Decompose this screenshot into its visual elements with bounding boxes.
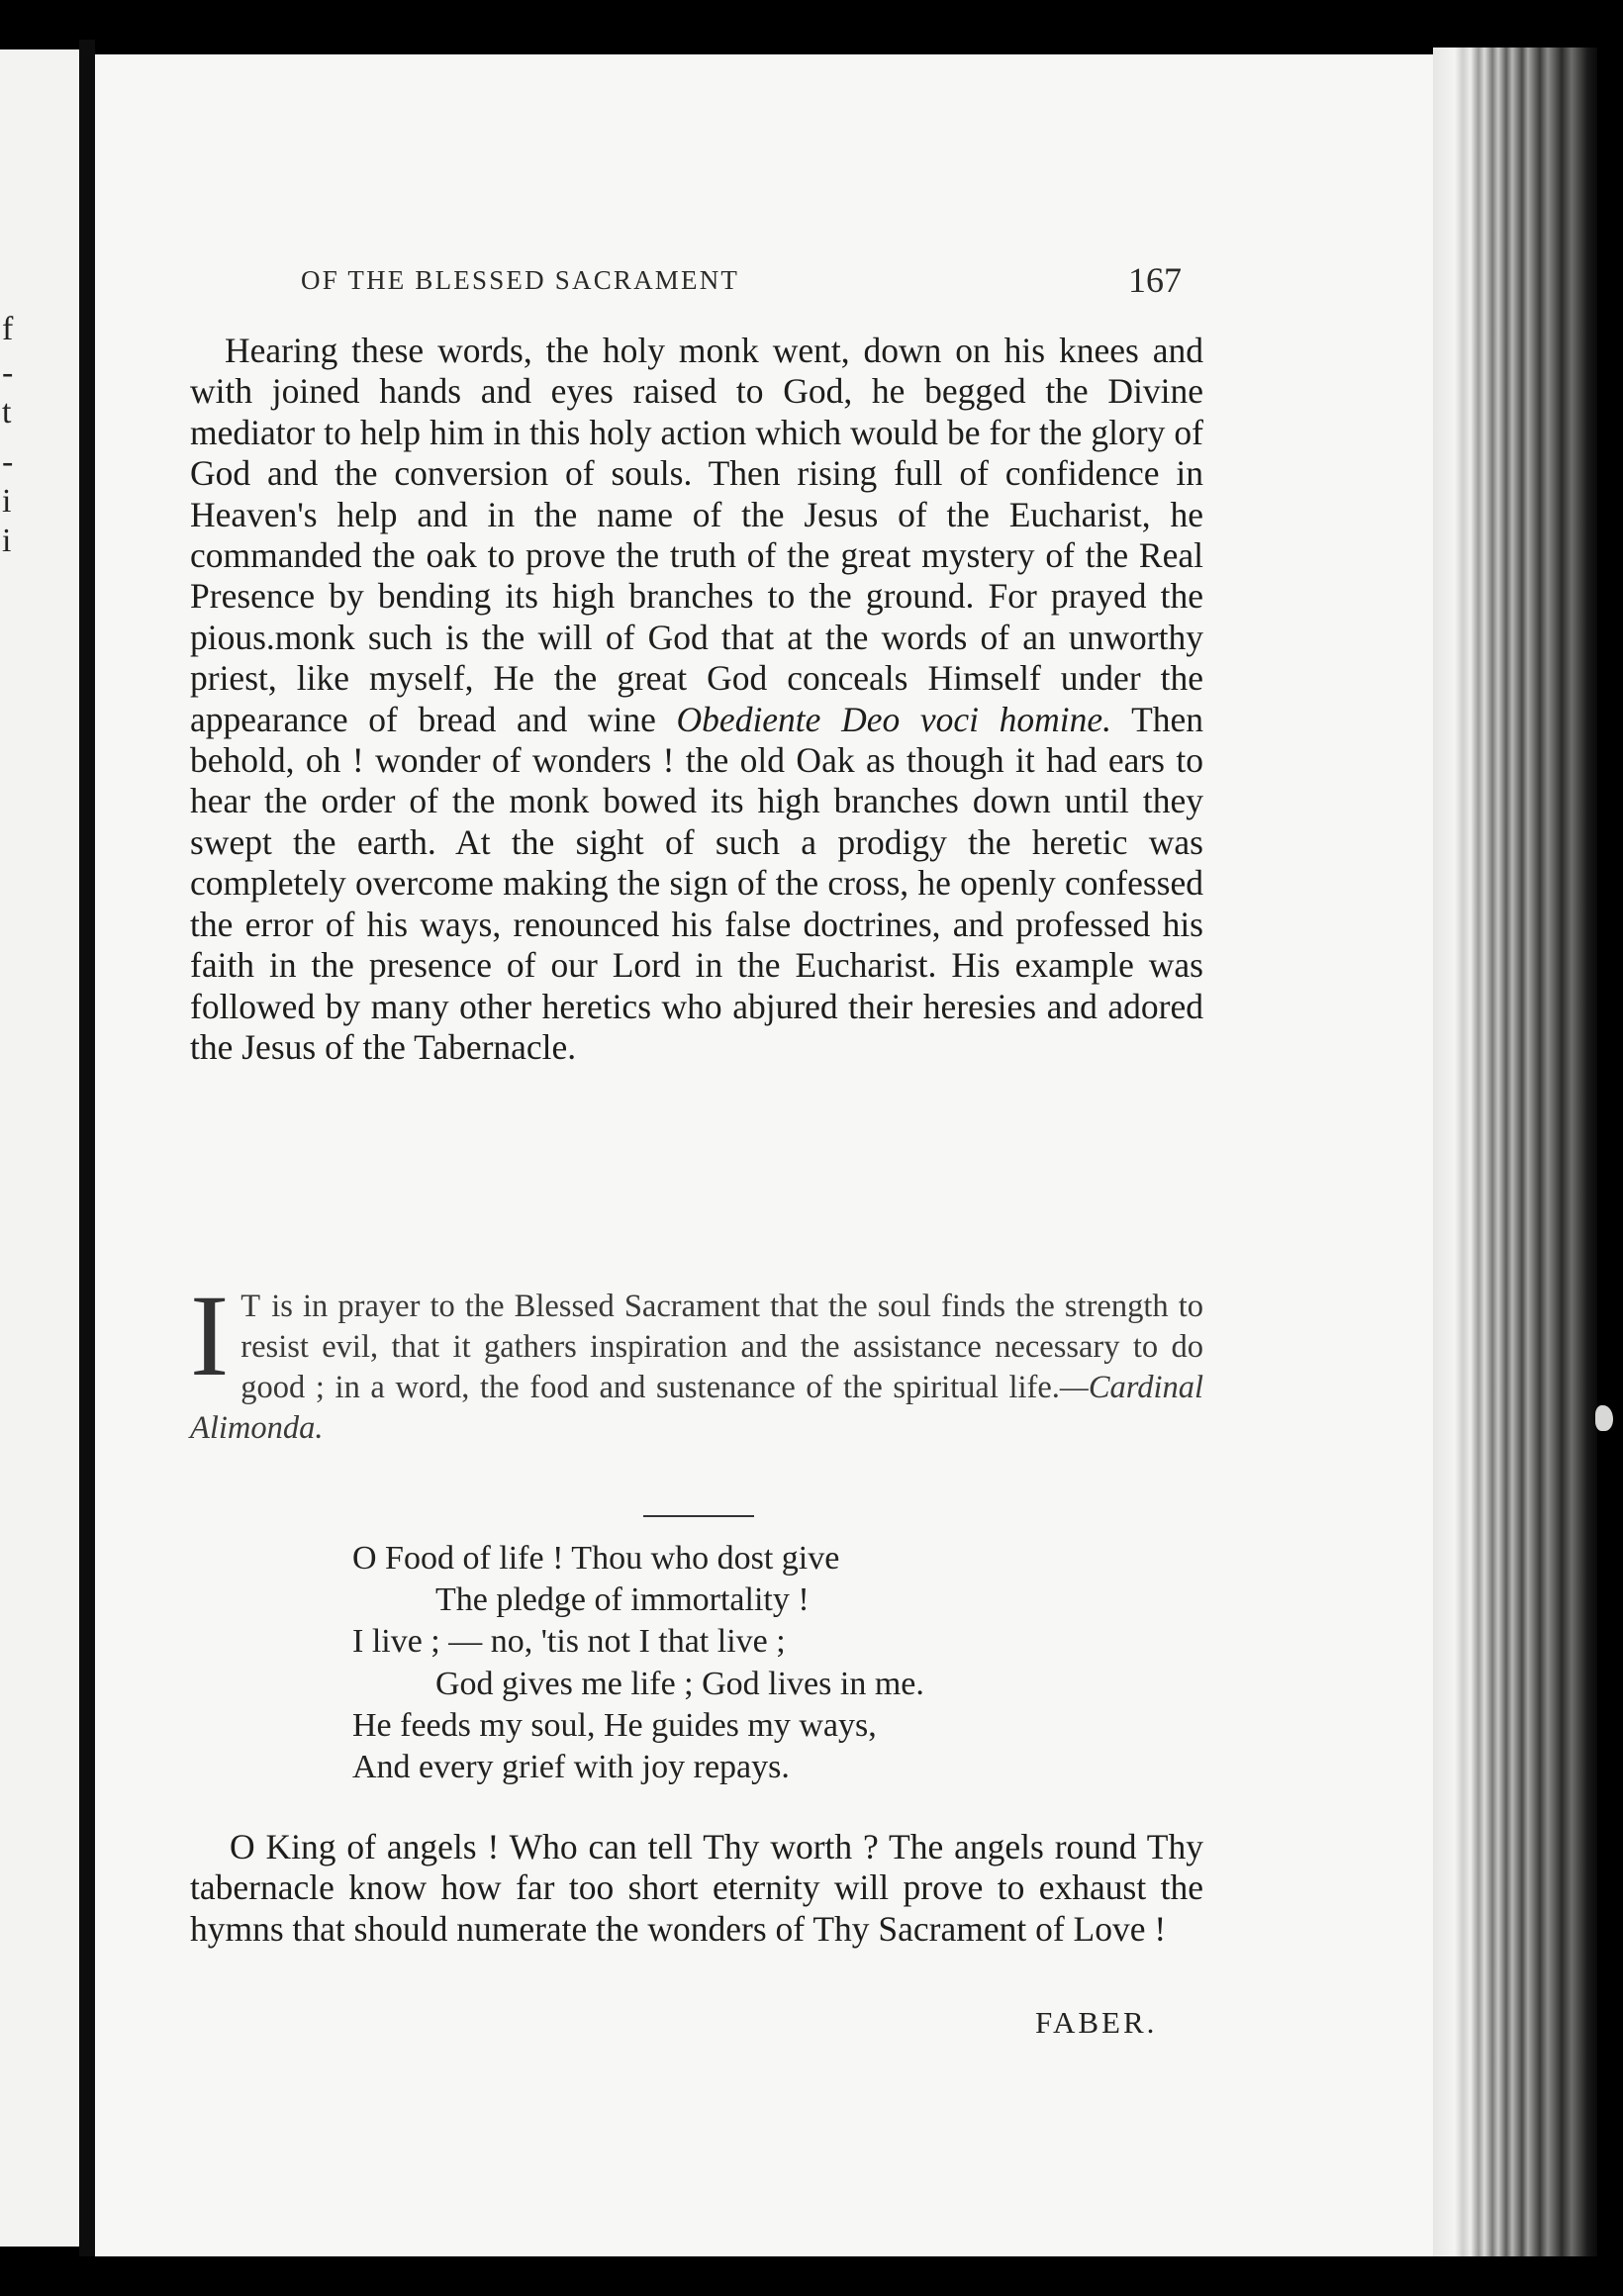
prev-page-fragment: - bbox=[2, 443, 14, 480]
paragraph-1 bbox=[190, 331, 1203, 1068]
prev-page-fragment: i bbox=[2, 483, 12, 520]
paragraph-2: O King of angels ! Who can tell Thy worth ? The angels round Thy tabernacle know how far too short eternity will prove to exhaust the hymns that should numerate the wonders of Thy Sacrament of Love ! bbox=[190, 1827, 1203, 1949]
quote-first-letter: T bbox=[240, 1289, 262, 1324]
paragraph-1-text: Hearing these words, the holy monk went, down on his knees and with joined hands and eyes raised to God, he begged the Divine mediator to help him in this holy action which would be for the glory of God and the conversion of souls. Then rising full of confidence in Heaven's help and in the name of the Jesus of the Eucharist, he commanded the oak to prove the truth of the great mystery of the Real Presence by bending its high branches to the ground. For prayed the pious.monk such is the will of God that at the words of an unworthy priest, like myself, He the great God conceals Himself under the appearance of bread and wine bbox=[190, 331, 1203, 739]
prev-page-fragment: t bbox=[2, 394, 12, 430]
poem-line: God gives me life ; God lives in me. bbox=[435, 1665, 924, 1702]
latin-phrase: Obediente Deo voci homine. bbox=[676, 699, 1112, 739]
book-gutter bbox=[79, 40, 95, 2256]
cardinal-quote bbox=[190, 1271, 1203, 1449]
section-divider bbox=[643, 1515, 754, 1517]
poem bbox=[352, 1538, 1144, 1788]
signature: FABER. bbox=[1035, 2005, 1158, 2040]
quote-attribution: —Cardinal Alimonda. bbox=[190, 1370, 1203, 1446]
poem-line: He feeds my soul, He guides my ways, bbox=[352, 1706, 877, 1744]
page-tab bbox=[1595, 1405, 1613, 1431]
quote-text: is in prayer to the Blessed Sacrament that the soul finds the strength to resist evil, that it gathers inspiration and the assistance necessary to do good ; in a word, the food and sustenance of the spiritual life. bbox=[240, 1289, 1203, 1405]
poem-line: O Food of life ! Thou who dost give bbox=[352, 1540, 840, 1577]
running-head: OF THE BLESSED SACRAMENT bbox=[301, 265, 740, 295]
previous-page-edge bbox=[0, 49, 79, 2247]
page-edges bbox=[1433, 48, 1597, 2256]
prev-page-fragment: i bbox=[2, 523, 12, 559]
page-number: 167 bbox=[1128, 260, 1182, 300]
poem-line: The pledge of immortality ! bbox=[435, 1581, 810, 1619]
paragraph-1-continuation: Then behold, oh ! wonder of wonders ! the old Oak as though it had ears to hear the order of the monk bowed its high branches down until they swept the earth. At the sight of such a prodigy the heretic was completely overcome making the sign of the cross, he openly confessed the error of his ways, renounced his false doctrines, and professed his faith in the presence of our Lord in the Eucharist. His example was followed by many other heretics who abjured their heresies and adored the Jesus of the Tabernacle. bbox=[190, 699, 1204, 1067]
poem-line: And every grief with joy repays. bbox=[352, 1749, 790, 1786]
prev-page-fragment: - bbox=[2, 354, 14, 391]
drop-cap: I bbox=[190, 1271, 230, 1400]
poem-line: I live ; — no, 'tis not I that live ; bbox=[352, 1623, 786, 1661]
prev-page-fragment: f bbox=[2, 311, 14, 347]
